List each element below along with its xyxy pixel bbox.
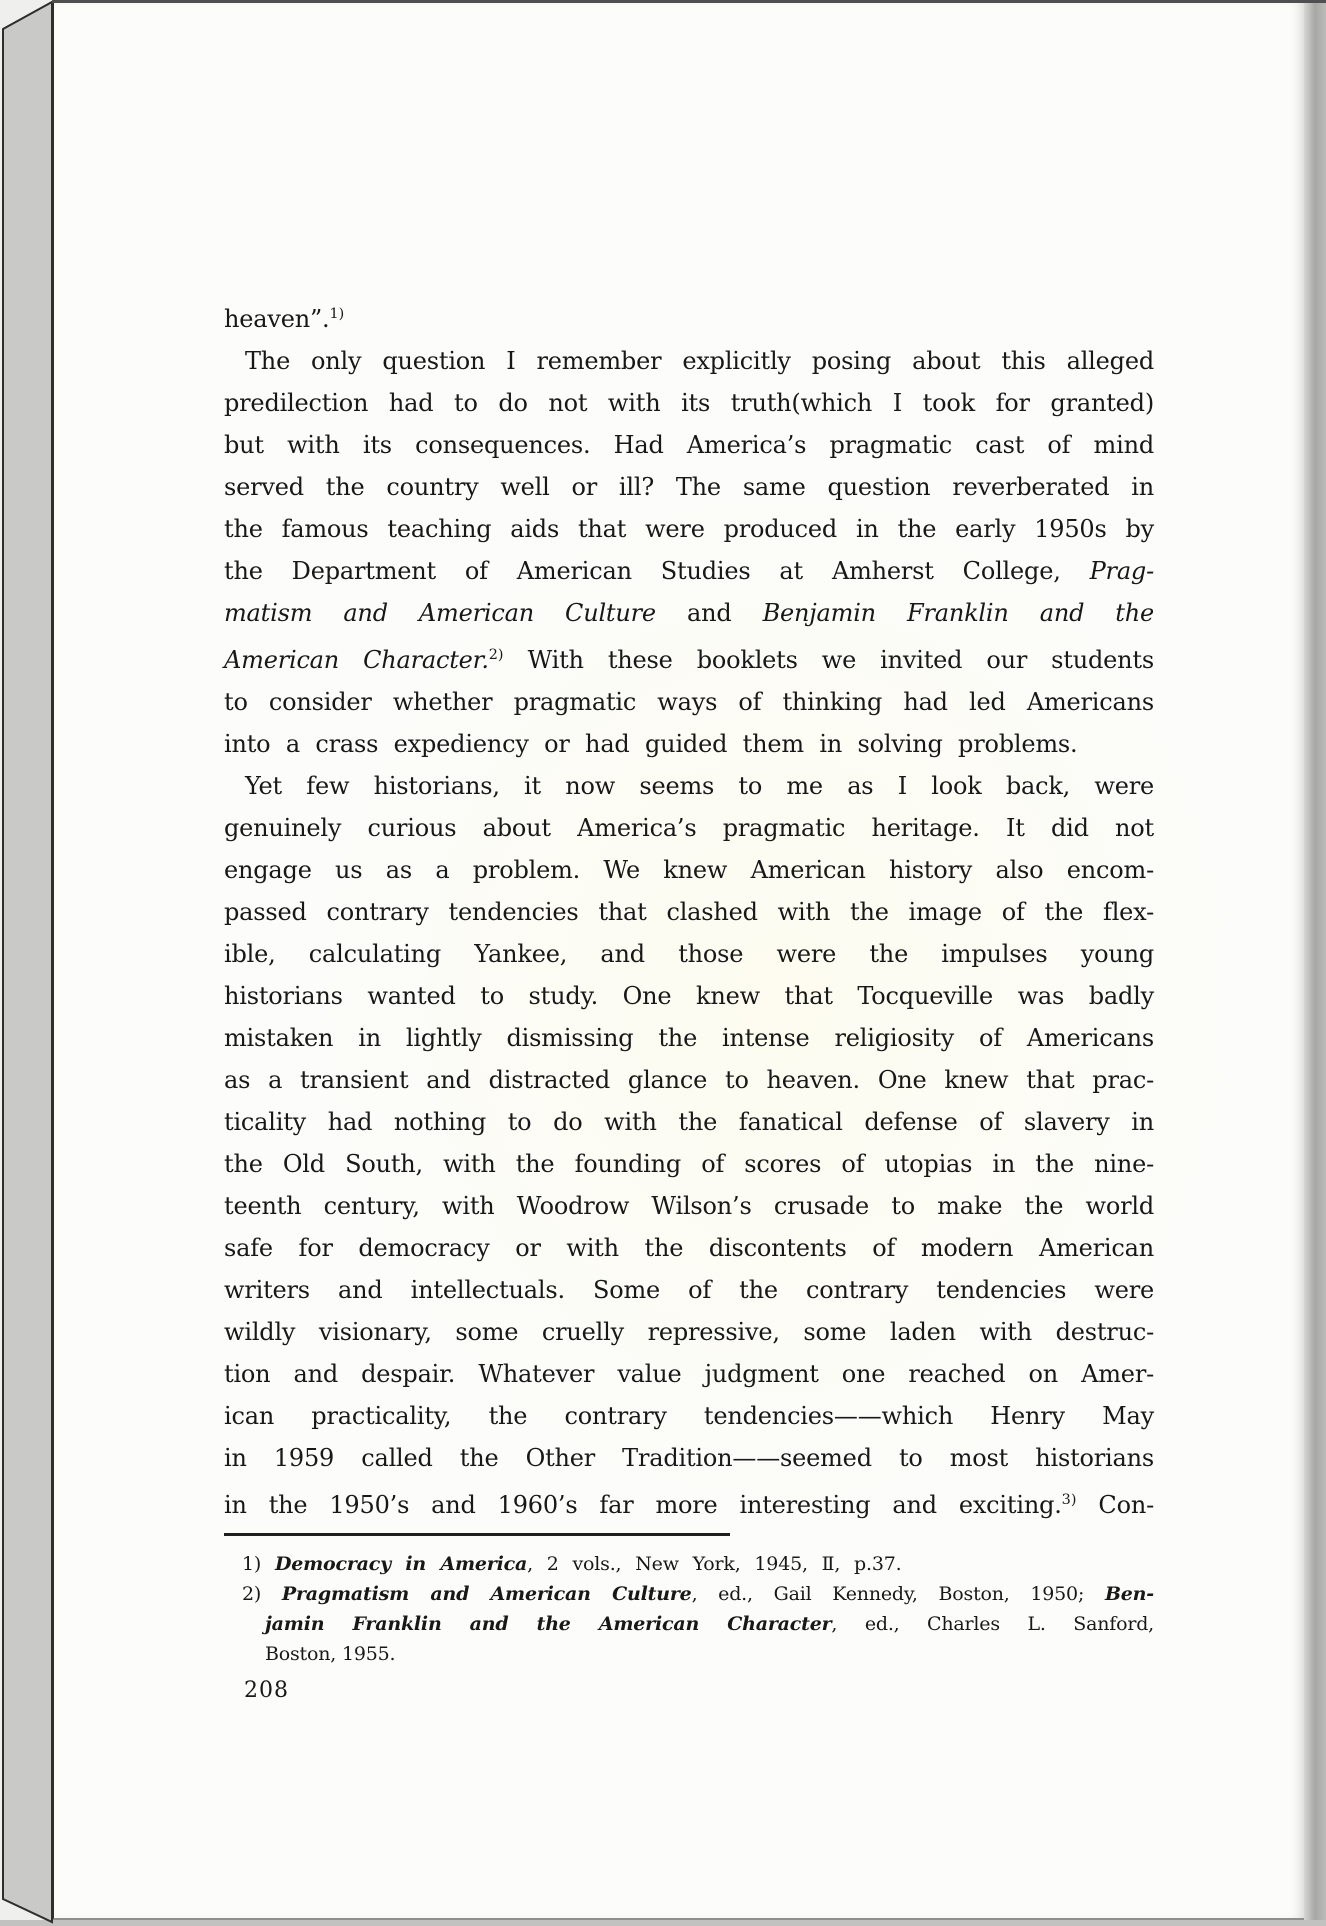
scanned-page bbox=[52, 2, 1304, 1920]
footnote-marker-superscript: 1) bbox=[329, 306, 345, 322]
text-line: historians wanted to study. One knew that Tocqueville was badly bbox=[224, 982, 1154, 1010]
footnote-marker-superscript: 2) bbox=[488, 647, 504, 663]
text-line: wildly visionary, some cruelly repressive, some laden with destruc- bbox=[224, 1318, 1154, 1346]
footnote-line: 2) Pragmatism and American Culture, ed., Gail Kennedy, Boston, 1950; Ben- bbox=[242, 1583, 1154, 1605]
footnote-line: 1) Democracy in America, 2 vols., New York, 1945, Ⅱ, p.37. bbox=[242, 1553, 902, 1575]
text-line: ican practicality, the contrary tendencies——which Henry May bbox=[224, 1402, 1154, 1430]
text-line: as a transient and distracted glance to heaven. One knew that prac- bbox=[224, 1066, 1154, 1094]
text-line: heaven”.$^{1)}$ bbox=[224, 305, 345, 333]
text-line: served the country well or ill? The same question reverberated in bbox=[224, 473, 1154, 501]
text-line: predilection had to do not with its truth(which I took for granted) bbox=[224, 389, 1154, 417]
text-line: ible, calculating Yankee, and those were the impulses young bbox=[224, 940, 1154, 968]
text-line: in 1959 called the Other Tradition——seemed to most historians bbox=[224, 1444, 1154, 1472]
right-shadow-strip bbox=[1302, 0, 1326, 1926]
text-line: the Old South, with the founding of scores of utopias in the nine- bbox=[224, 1150, 1154, 1178]
text-line: in the 1950’s and 1960’s far more interesting and exciting.$^{3)}$ Con- bbox=[224, 1491, 1154, 1519]
text-line: The only question I remember explicitly posing about this alleged bbox=[245, 347, 1154, 375]
text-line: American Character.$^{2)}$ With these booklets we invited our students bbox=[224, 646, 1154, 674]
bottom-shadow-strip bbox=[0, 1920, 1326, 1926]
body-text bbox=[224, 293, 1154, 1526]
text-line: engage us as a problem. We knew American history also encom- bbox=[224, 856, 1154, 884]
text-line: teenth century, with Woodrow Wilson’s crusade to make the world bbox=[224, 1192, 1154, 1220]
text-line: but with its consequences. Had America’s pragmatic cast of mind bbox=[224, 431, 1154, 459]
text-line: mistaken in lightly dismissing the intense religiosity of Americans bbox=[224, 1024, 1154, 1052]
text-line: passed contrary tendencies that clashed with the image of the flex- bbox=[224, 898, 1154, 926]
text-line: the Department of American Studies at Amherst College, Prag- bbox=[224, 557, 1154, 585]
text-line: writers and intellectuals. Some of the contrary tendencies were bbox=[224, 1276, 1154, 1304]
page-top-edge-line bbox=[52, 0, 1326, 3]
footnote-rule bbox=[224, 1533, 730, 1536]
footnote-line: jamin Franklin and the American Character, ed., Charles L. Sanford, bbox=[265, 1613, 1155, 1635]
page-content bbox=[224, 293, 1154, 1703]
page-number: 208 bbox=[244, 1678, 289, 1703]
text-line: tion and despair. Whatever value judgment one reached on Amer- bbox=[224, 1360, 1154, 1388]
footnote-marker-superscript: 3) bbox=[1061, 1492, 1077, 1508]
text-line: to consider whether pragmatic ways of thinking had led Americans bbox=[224, 688, 1154, 716]
text-line: genuinely curious about America’s pragmatic heritage. It did not bbox=[224, 814, 1154, 842]
text-line: matism and American Culture and Benjamin Franklin and the bbox=[224, 599, 1155, 627]
footnote-line: Boston, 1955. bbox=[265, 1643, 396, 1665]
text-line: Yet few historians, it now seems to me as I look back, were bbox=[245, 772, 1154, 800]
text-line: into a crass expediency or had guided them in solving problems. bbox=[224, 730, 1078, 758]
footnote-list bbox=[224, 1549, 1154, 1669]
text-line: safe for democracy or with the discontents of modern American bbox=[224, 1234, 1154, 1262]
text-line: ticality had nothing to do with the fanatical defense of slavery in bbox=[224, 1108, 1154, 1136]
page-stack-edge bbox=[0, 0, 56, 1926]
text-line: the famous teaching aids that were produced in the early 1950s by bbox=[224, 515, 1154, 543]
